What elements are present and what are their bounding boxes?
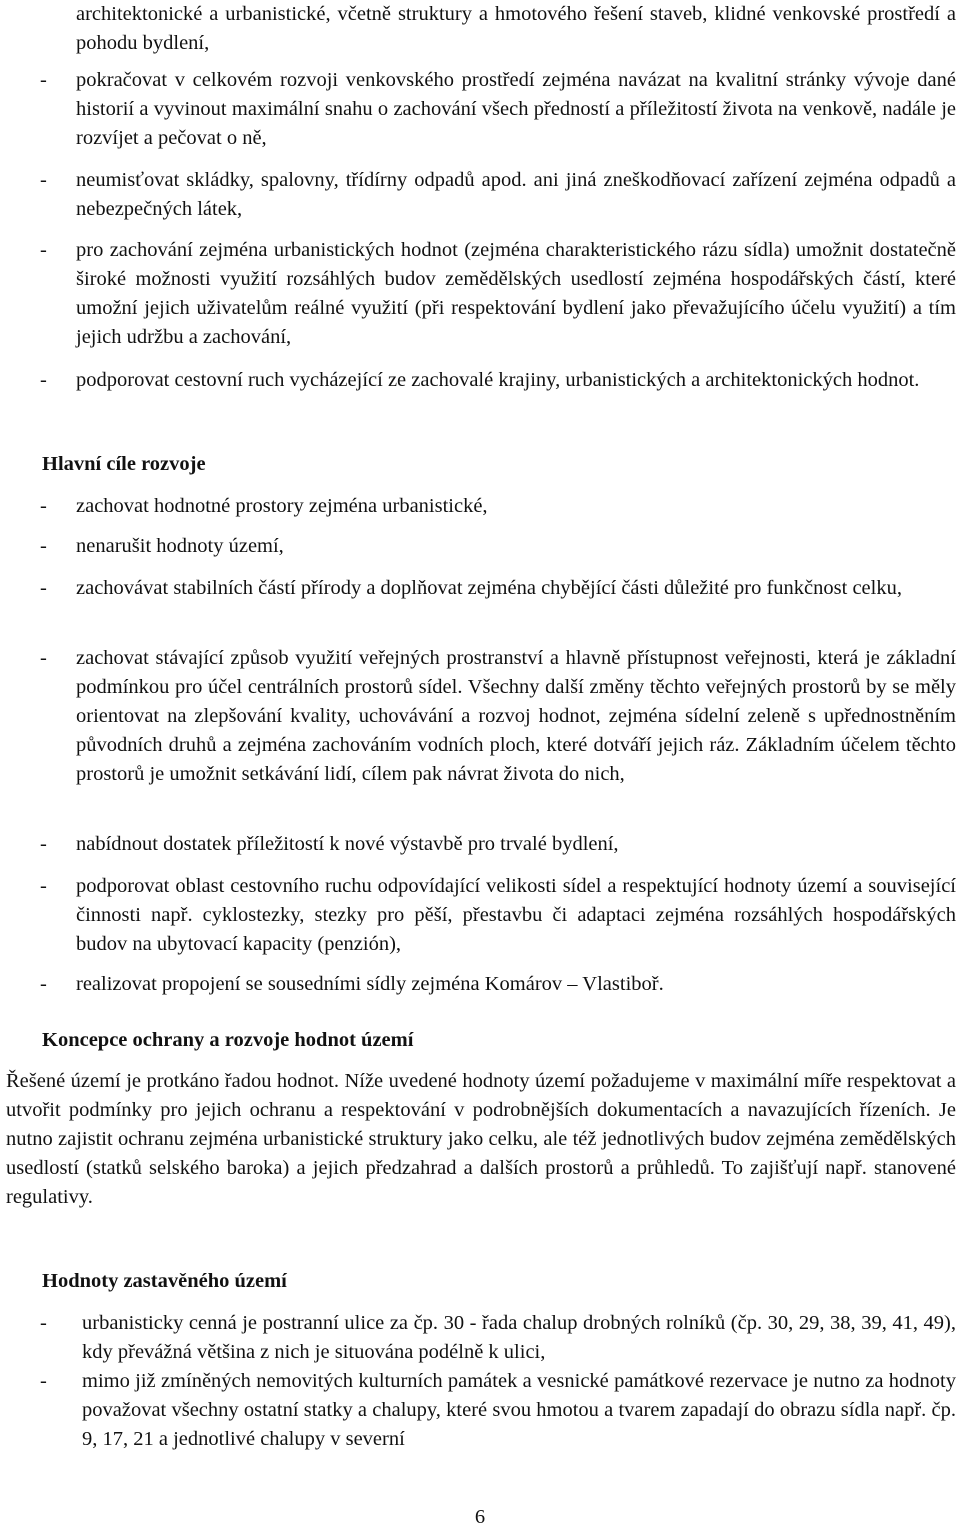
list-item-text: podporovat oblast cestovního ruchu odpovídající velikosti sídel a respektující hodnoty území a související činnosti např. cyklostezky, stezky pro pěší, přestavbu či adaptaci zejména rozsáhlých hospodářských budov na ubytovací kapacity (penzión),	[76, 875, 956, 955]
section-heading-concept: Koncepce ochrany a rozvoje hodnot území	[42, 1029, 414, 1051]
list-item-text: urbanisticky cenná je postranní ulice za čp. 30 - řada chalup drobných rolníků (čp. 30, 29, 38, 39, 41, 49), kdy převážná většina z nich je situována podélně k ulici,	[82, 1312, 956, 1363]
list-item	[40, 1367, 956, 1454]
list-item-text: pokračovat v celkovém rozvoji venkovského prostředí zejména navázat na kvalitní stránky vývoje dané historií a vyvinout maximální snahu o zachování všech předností a příležitostí života na venkově, nadále je rozvíjet a pečovat o ně,	[76, 69, 956, 149]
list-item	[40, 366, 956, 395]
list-item-text: podporovat cestovní ruch vycházející ze zachovalé krajiny, urbanistických a architektonických hodnot.	[76, 369, 920, 391]
list-item	[40, 644, 956, 789]
list-dash: -	[40, 833, 47, 855]
list-dash: -	[40, 69, 47, 91]
list-dash: -	[40, 973, 47, 995]
list-dash: -	[40, 647, 47, 669]
list-item	[40, 492, 956, 521]
list-dash: -	[40, 1370, 47, 1392]
list-item	[40, 0, 956, 58]
list-dash: -	[40, 369, 47, 391]
list-item	[40, 574, 956, 603]
list-dash: -	[40, 875, 47, 897]
list-dash: -	[40, 1312, 47, 1334]
list-item	[40, 830, 956, 859]
list-dash: -	[40, 169, 47, 191]
list-dash: -	[40, 535, 47, 557]
list-item	[40, 872, 956, 959]
list-item-text: nenarušit hodnoty území,	[76, 535, 284, 557]
list-item-text: neumisťovat skládky, spalovny, třídírny odpadů apod. ani jiná zneškodňovací zařízení zejména odpadů a nebezpečných látek,	[76, 169, 956, 220]
section-paragraph: Řešené území je protkáno řadou hodnot. Níže uvedené hodnoty území požadujeme v maximální míře respektovat a utvořit podmínky pro jejich ochranu a respektování v podrobnějších dokumentacích a navazujících řízeních. Je nutno zajistit ochranu zejména urbanistické struktury jako celku, ale též jednotlivých budov zejména zemědělských usedlostí (statků selského baroka) a jejich předzahrad a dalších prostorů a průhledů. To zajišťují např. stanovené regulativy.	[6, 1070, 956, 1208]
section-heading-built-values: Hodnoty zastavěného území	[42, 1270, 287, 1292]
list-dash: -	[40, 495, 47, 517]
list-item-text: mimo již zmíněných nemovitých kulturních památek a vesnické památkové rezervace je nutno za hodnoty považovat všechny ostatní statky a chalupy, které svou hmotou a tvarem zapadají do obrazu sídla např. čp. 9, 17, 21 a jednotlivé chalupy v severní	[82, 1370, 956, 1450]
list-item	[40, 1309, 956, 1367]
list-item	[40, 970, 956, 999]
page-number: 6	[474, 1506, 486, 1528]
list-item-text: zachovat hodnotné prostory zejména urbanistické,	[76, 495, 488, 517]
list-dash: -	[40, 577, 47, 599]
list-item	[40, 236, 956, 352]
list-dash: -	[40, 239, 47, 261]
list-item	[40, 532, 956, 561]
list-item-text: realizovat propojení se sousedními sídly zejména Komárov – Vlastiboř.	[76, 973, 664, 995]
list-item-text: architektonické a urbanistické, včetně struktury a hmotového řešení staveb, klidné venkovské prostředí a pohodu bydlení,	[76, 3, 956, 54]
list-item	[40, 166, 956, 224]
list-item-text: nabídnout dostatek příležitostí k nové výstavbě pro trvalé bydlení,	[76, 833, 619, 855]
list-item-text: zachovávat stabilních částí přírody a doplňovat zejména chybějící části důležité pro funkčnost celku,	[76, 577, 902, 599]
list-item-text: pro zachování zejména urbanistických hodnot (zejména charakteristického rázu sídla) umožnit dostatečně široké možnosti využití rozsáhlých budov zemědělských usedlostí zejména hospodářských částí, které umožní jejich uživatelům reálné využití (při respektování bydlení jako převažujícího účelu využití) a tím jejich udržbu a zachování,	[76, 239, 956, 348]
list-item-text: zachovat stávající způsob využití veřejných prostranství a hlavně přístupnost veřejnosti, která je základní podmínkou pro účel centrálních prostorů sídel. Všechny další změny těchto veřejných prostorů by se měly orientovat na zlepšování kvality, uchovávání a rozvoj hodnot, zejména sídelní zeleně s upřednostněním původních druhů a zejména zachováním vodních ploch, které dotváří jejich ráz. Základním účelem těchto prostorů je umožnit setkávání lidí, cílem pak návrat života do nich,	[76, 647, 956, 785]
section-heading-goals: Hlavní cíle rozvoje	[42, 453, 206, 475]
list-item	[40, 66, 956, 153]
